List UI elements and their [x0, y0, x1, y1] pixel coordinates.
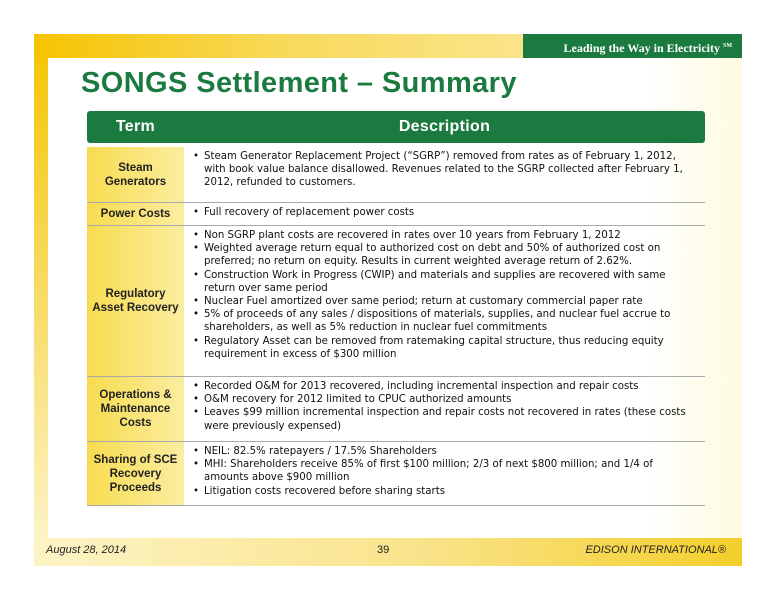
- footer-band: [34, 538, 742, 566]
- description-cell: [184, 226, 705, 376]
- page-title: SONGS Settlement – Summary: [81, 67, 517, 99]
- term-cell: Power Costs: [87, 203, 184, 225]
- summary-table: [87, 111, 705, 506]
- column-header-term: Term: [115, 118, 156, 135]
- term-cell: Steam Generators: [87, 147, 184, 202]
- bullet-item: • Non SGRP plant costs are recovered in rates over 10 years from February 1, 2012: [190, 229, 699, 242]
- term-cell: Sharing of SCE Recovery Proceeds: [87, 442, 184, 505]
- table-row: [87, 226, 705, 377]
- term-cell: Regulatory Asset Recovery: [87, 226, 184, 376]
- footer-date: August 28, 2014: [46, 544, 127, 556]
- footer-brand: EDISON INTERNATIONAL®: [585, 544, 726, 556]
- service-mark: SM: [723, 43, 732, 49]
- table-header: [87, 111, 705, 143]
- bullet-item: • Recorded O&M for 2013 recovered, including incremental inspection and repair costs: [190, 380, 699, 393]
- table-row: [87, 147, 705, 203]
- tagline-banner: [523, 34, 742, 58]
- bullet-item: • Litigation costs recovered before sharing starts: [190, 485, 699, 498]
- bullet-item: • Construction Work in Progress (CWIP) and materials and supplies are recovered with same return over same period: [190, 269, 699, 295]
- description-cell: [184, 147, 705, 202]
- bullet-item: • Nuclear Fuel amortized over same period; return at customary commercial paper rate: [190, 295, 699, 308]
- bullet-item: • Leaves $99 million incremental inspection and repair costs not recovered in rates (these costs were previously expensed): [190, 406, 699, 432]
- tagline-text: Leading the Way in Electricity: [563, 41, 720, 55]
- bullet-item: • Steam Generator Replacement Project (“SGRP”) removed from rates as of February 1, 2012, with book value balance disallowed. Revenues related to the SGRP collected after February 1, 2012, refunded to customers.: [190, 150, 699, 190]
- bullet-item: • MHI: Shareholders receive 85% of first $100 million; 2/3 of next $800 million; and 1/4 of amounts above $900 million: [190, 458, 699, 484]
- left-accent-band: [34, 34, 48, 566]
- bullet-item: • Regulatory Asset can be removed from ratemaking capital structure, thus reducing equity requirement in excess of $300 million: [190, 335, 699, 361]
- description-cell: [184, 442, 705, 505]
- table-row: [87, 203, 705, 226]
- bullet-item: • O&M recovery for 2012 limited to CPUC authorized amounts: [190, 393, 699, 406]
- bullet-item: • NEIL: 82.5% ratepayers / 17.5% Shareholders: [190, 445, 699, 458]
- bullet-item: • 5% of proceeds of any sales / dispositions of materials, supplies, and nuclear fuel accrue to shareholders, as well as 5% reduction in nuclear fuel commitments: [190, 308, 699, 334]
- description-cell: [184, 377, 705, 441]
- description-cell: [184, 203, 705, 225]
- table-row: [87, 377, 705, 442]
- bullet-item: • Weighted average return equal to authorized cost on debt and 50% of authorized cost on preferred; no return on equity. Results in current weighted average return of 2.62%.: [190, 242, 699, 268]
- page-number: 39: [377, 544, 390, 556]
- column-header-description: Description: [398, 118, 491, 135]
- slide: [34, 34, 742, 566]
- table-row: [87, 442, 705, 506]
- bullet-item: • Full recovery of replacement power costs: [190, 206, 699, 219]
- term-cell: Operations & Maintenance Costs: [87, 377, 184, 441]
